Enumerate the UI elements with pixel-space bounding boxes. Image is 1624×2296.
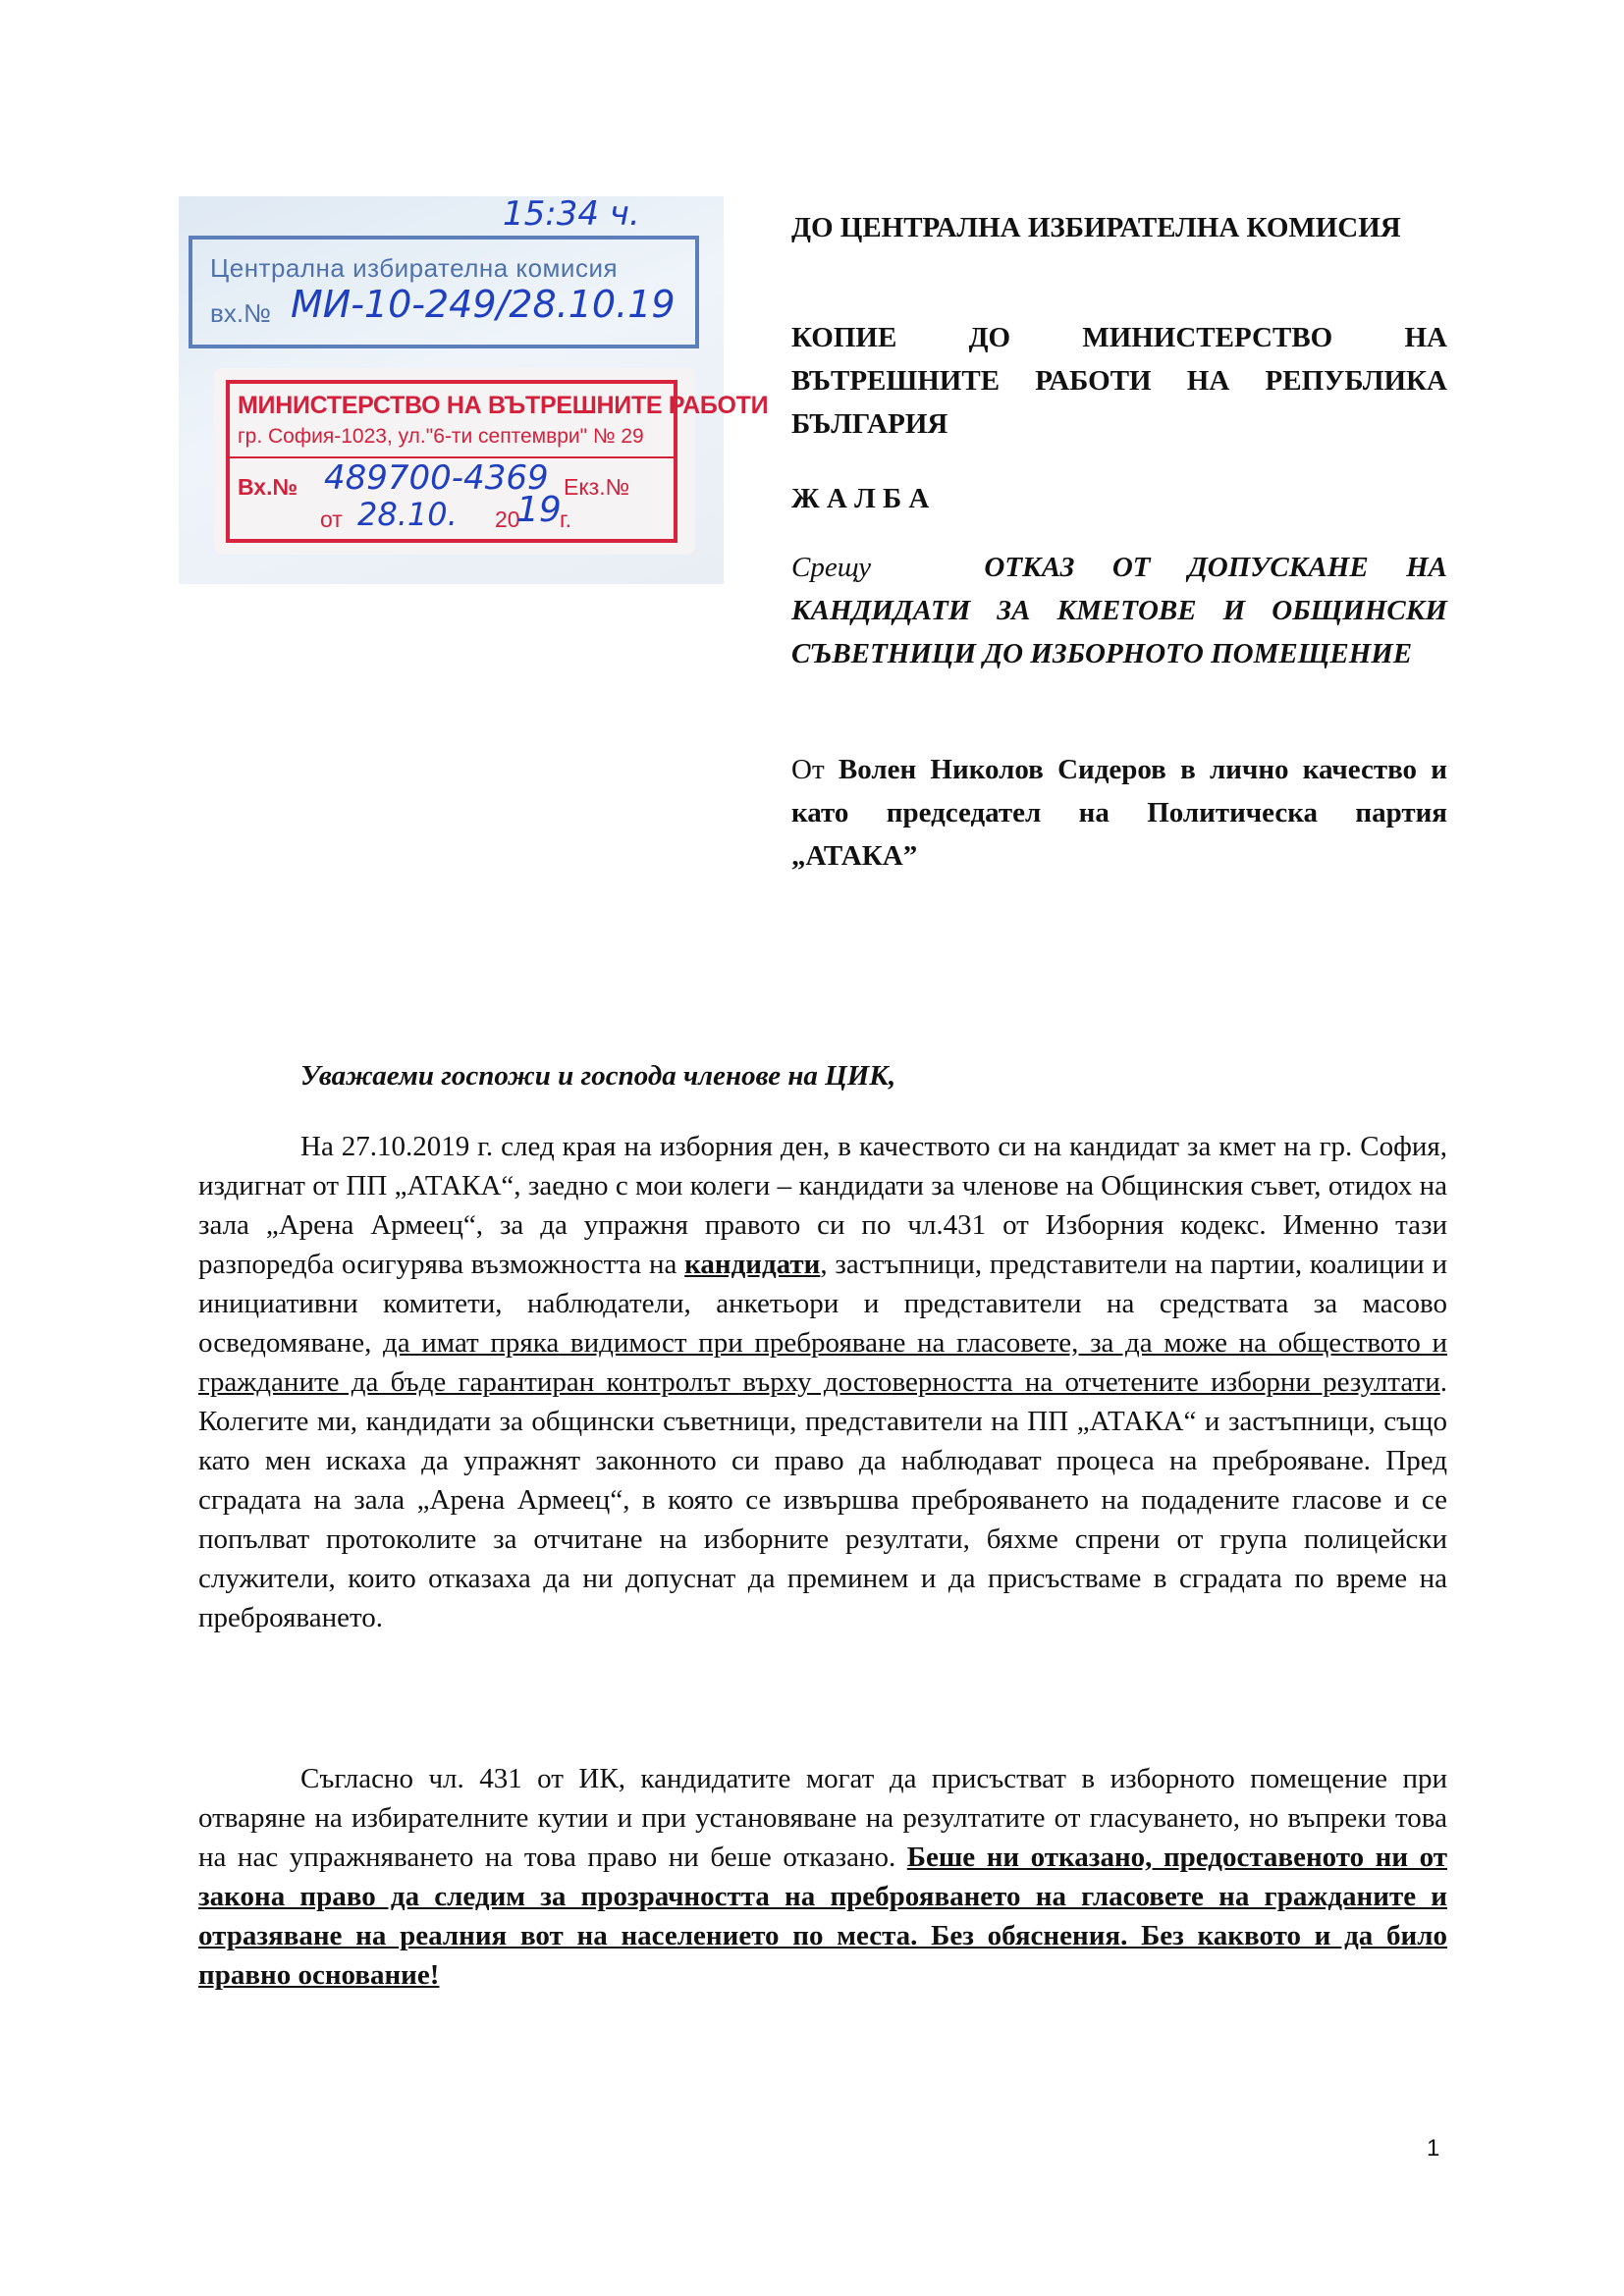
mvr-stamp-year-hand: 19 xyxy=(516,490,562,530)
from-text: Волен Николов Сидеров в лично качество и като председател на Политическа партия „АТАКА” xyxy=(791,754,1447,872)
p1-text-a: На 27.10.2019 г. след края на изборния ден, в качеството си на кандидат за кмет на гр. София, издигнат от ПП „АТАКА“, заедно с мои колеги – кандидати за членове на Общинския съвет, отидох на зала „Арена Армеец“, за да упражня правото си по чл.431 от Изборния кодекс. Именно тази разпоредба осигурява възможността на xyxy=(198,1131,1447,1280)
p1-underlined: да имат пряка видимост при преброяване на гласовете, за да може на обществото и гражданите да бъде гарантиран контролът върху достоверността на отчетените изборни резултати xyxy=(198,1327,1447,1398)
mvr-stamp-from-label: от xyxy=(320,507,343,532)
copy-to-line: КОПИЕ ДО МИНИСТЕРСТВО НА ВЪТРЕШНИТЕ РАБОТИ НА РЕПУБЛИКА БЪЛГАРИЯ xyxy=(791,322,1447,440)
handwritten-time: 15:34 ч. xyxy=(503,194,640,234)
body-paragraph-1 xyxy=(198,1127,1447,1637)
addressee-line: ДО ЦЕНТРАЛНА ИЗБИРАТЕЛНА КОМИСИЯ xyxy=(791,212,1401,243)
registration-stamps xyxy=(179,194,769,584)
cik-stamp-in-number: МИ-10-249/28.10.19 xyxy=(291,283,676,326)
p1-text-b: , застъпници, представители на партии, коалиции и инициативни комитети, наблюдатели, анкетьори и представители на средствата за масово осведомяване, xyxy=(198,1249,1447,1359)
against-text: ОТКАЗ ОТ ДОПУСКАНЕ НА КАНДИДАТИ ЗА КМЕТОВЕ И ОБЩИНСКИ СЪВЕТНИЦИ ДО ИЗБОРНОТО ПОМЕЩЕНИЕ xyxy=(791,552,1448,669)
mvr-stamp-year-printed: 20 xyxy=(495,507,520,532)
p2-bold-underlined: Беше ни отказано, предоставеното ни от закона право да следим за прозрачността на преброяването на гласовете на гражданите и отразяване на реалния вот на населението по места. Без обяснения. Без каквото и да било правно основание! xyxy=(198,1842,1447,1991)
p1-text-c: . Колегите ми, кандидати за общински съветници, представители на ПП „АТАКА“ и застъпници, също като мен искаха да упражнят законното си право да наблюдават процеса на преброяване. Пред сградата на зала „Арена Армеец“, в която се извършва преброяването на подадените гласове и се попълват протоколите за отчитане на изборните резултати, бяхме спрени от група полицейски служители, които отказаха да ни допуснат да преминем и да присъстваме в сградата по време на преброяването. xyxy=(198,1366,1447,1633)
cik-stamp xyxy=(189,236,699,348)
mvr-stamp-address: гр. София-1023, ул."6-ти септември" № 29 xyxy=(238,425,644,448)
cik-stamp-org: Централна избирателна комисия xyxy=(210,253,619,283)
mvr-stamp-frame xyxy=(226,380,769,543)
mvr-stamp-ministry: МИНИСТЕРСТВО НА ВЪТРЕШНИТЕ РАБОТИ xyxy=(238,392,769,419)
from-block xyxy=(791,748,1447,878)
cik-stamp-in-label: вх.№ xyxy=(210,298,271,328)
mvr-stamp-in-number: 489700-4369 xyxy=(324,458,549,498)
p1-kandidati: кандидати xyxy=(684,1249,821,1280)
from-label: От xyxy=(791,754,825,785)
mvr-stamp-year-suffix: г. xyxy=(560,507,571,532)
p2-text-a: Съгласно чл. 431 от ИК, кандидатите могат да присъстват в изборното помещение при отваряне на избирателните кутии и при установяване на резултатите от гласуването, но въпреки това на нас упражняването на това право ни беше отказано. xyxy=(198,1763,1447,1873)
against-label: Срещу xyxy=(791,552,872,583)
mvr-stamp-date: 28.10. xyxy=(357,496,458,533)
greeting: Уважаеми госпожи и господа членове на ЦИК, xyxy=(300,1060,896,1092)
document-type: Ж А Л Б А xyxy=(791,483,930,514)
mvr-stamp-copy-label: Екз.№ xyxy=(564,474,630,500)
page-number: 1 xyxy=(1427,2135,1440,2162)
mvr-stamp xyxy=(214,368,769,555)
mvr-stamp-in-label: Вх.№ xyxy=(238,474,298,500)
against-block xyxy=(791,546,1447,675)
body-paragraph-2 xyxy=(198,1759,1447,1995)
